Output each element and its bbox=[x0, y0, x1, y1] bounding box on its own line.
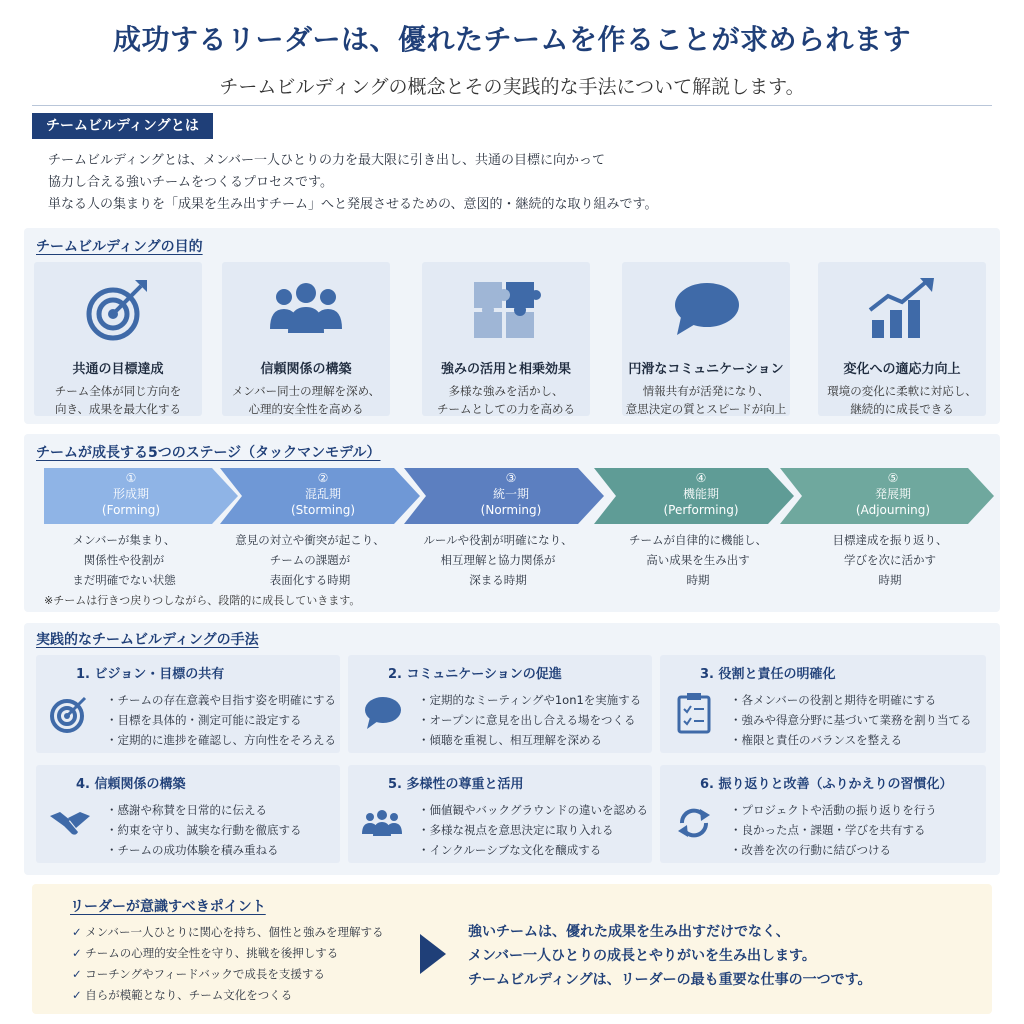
leader-title: リーダーが意識すべきポイント bbox=[70, 899, 266, 915]
purpose-card bbox=[422, 262, 590, 416]
stage-label: ① 形成期 (Forming) bbox=[101, 471, 161, 517]
growth-chart-icon bbox=[818, 274, 986, 344]
intro-line: チームビルディングとは、メンバー一人ひとりの力を最大限に引き出し、共通の目標に向かって bbox=[48, 153, 606, 168]
page-subtitle: チームビルディングの概念とその実践的な手法について解説します。 bbox=[219, 76, 805, 98]
leader-point: ✓ コーチングやフィードバックで成長を支援する bbox=[72, 964, 384, 985]
stage-desc: チームが自律的に機能し、 高い成果を生み出す 時期 bbox=[629, 533, 767, 587]
stages-panel bbox=[24, 434, 1000, 612]
stages-note: ※チームは行きつ戻りつしながら、段階的に成長していきます。 bbox=[44, 594, 361, 607]
stage-desc: ルールや役割が明確になり、 相互理解と協力関係が 深まる時期 bbox=[423, 533, 573, 587]
purpose-item-desc: 多様な強みを活かし、 チームとしての力を高める bbox=[437, 384, 575, 416]
page-title: 成功するリーダーは、優れたチームを作ることが求められます bbox=[112, 23, 911, 56]
refresh-icon bbox=[672, 801, 716, 845]
people-icon bbox=[222, 274, 390, 344]
purpose-item-title: 円滑なコミュニケーション bbox=[628, 362, 784, 377]
purpose-item-desc: メンバー同士の理解を深め、 心理的安全性を高める bbox=[231, 384, 381, 416]
checklist-icon bbox=[672, 691, 716, 735]
method-card bbox=[36, 765, 340, 863]
method-points: ・ 価値観やバックグラウンドの違いを認める ・ 多様な視点を意思決定に取り入れる ・ インクルーシブな文化を醸成する bbox=[418, 800, 648, 860]
method-title: 4. 信頼関係の構築 bbox=[76, 777, 186, 792]
purpose-card bbox=[622, 262, 790, 416]
header-divider bbox=[32, 105, 992, 106]
intro-text bbox=[48, 150, 948, 216]
stage-label: ② 混乱期 (Storming) bbox=[291, 471, 355, 517]
purpose-card bbox=[818, 262, 986, 416]
method-title: 6. 振り返りと改善（ふりかえりの習慣化） bbox=[700, 777, 953, 792]
method-points: ・ 各メンバーの役割と期待を明確にする ・ 強みや得意分野に基づいて業務を割り当てる ・ 権限と責任のバランスを整える bbox=[730, 690, 972, 750]
purpose-item-desc: 情報共有が活発になり、 意思決定の質とスピードが向上 bbox=[625, 384, 787, 416]
method-card bbox=[660, 655, 986, 753]
leader-point: ✓ 自らが模範となり、チーム文化をつくる bbox=[72, 985, 384, 1006]
purpose-item-title: 強みの活用と相乗効果 bbox=[440, 362, 571, 377]
target-icon bbox=[34, 274, 202, 344]
stage-label: ④ 機能期 (Performing) bbox=[663, 471, 739, 517]
intro-section-label: チームビルディングとは bbox=[32, 113, 213, 139]
method-title: 1. ビジョン・目標の共有 bbox=[76, 667, 225, 682]
intro-line: 協力し合える強いチームをつくるプロセスです。 bbox=[48, 175, 333, 190]
method-card bbox=[660, 765, 986, 863]
method-points: ・ 感謝や称賛を日常的に伝える ・ 約束を守り、誠実な行動を徹底する ・ チームの成功体験を積み重ねる bbox=[106, 800, 302, 860]
purpose-panel bbox=[24, 228, 1000, 424]
methods-panel bbox=[24, 623, 1000, 875]
stage-desc: 意見の対立や衝突が起こり、 チームの課題が 表面化する時期 bbox=[235, 533, 385, 587]
purpose-item-title: 信頼関係の構築 bbox=[260, 362, 352, 377]
purpose-item-title: 変化への適応力向上 bbox=[843, 362, 961, 377]
puzzle-icon bbox=[422, 274, 590, 344]
leader-panel bbox=[32, 884, 992, 1014]
methods-title: 実践的なチームビルディングの手法 bbox=[36, 632, 259, 648]
method-card bbox=[348, 765, 652, 863]
leader-point: ✓ メンバー一人ひとりに関心を持ち、個性と強みを理解する bbox=[72, 922, 384, 943]
purpose-item-title: 共通の目標達成 bbox=[72, 362, 164, 377]
stage-desc: 目標達成を振り返り、 学びを次に活かす 時期 bbox=[832, 533, 948, 587]
handshake-icon bbox=[48, 801, 92, 845]
stage-label: ③ 統一期 (Norming) bbox=[480, 471, 542, 517]
intro-line: 単なる人の集まりを「成果を生み出すチーム」へと発展させるための、意図的・継続的な取り組みです。 bbox=[48, 197, 658, 212]
stage-desc: メンバーが集まり、 関係性や役割が まだ明確でない状態 bbox=[72, 533, 176, 587]
method-card bbox=[36, 655, 340, 753]
target-icon bbox=[48, 691, 92, 735]
leader-point: ✓ チームの心理的安全性を守り、挑戦を後押しする bbox=[72, 943, 384, 964]
page-header bbox=[0, 18, 1024, 99]
play-arrow-icon bbox=[420, 934, 446, 974]
stages-title: チームが成長する5つのステージ（タックマンモデル） bbox=[36, 445, 381, 461]
purpose-item-desc: チーム全体が同じ方向を 向き、成果を最大化する bbox=[54, 384, 182, 416]
leader-message: 強いチームは、優れた成果を生み出すだけでなく、 メンバー一人ひとりの成長とやりがいを生み出します。 チームビルディングは、リーダーの最も重要な仕事の一つです。 bbox=[468, 924, 872, 988]
method-points: ・ チームの存在意義や目指す姿を明確にする ・ 目標を具体的・測定可能に設定する ・ 定期的に進捗を確認し、方向性をそろえる bbox=[106, 690, 336, 750]
method-title: 2. コミュニケーションの促進 bbox=[388, 667, 562, 682]
purpose-card bbox=[34, 262, 202, 416]
speech-bubble-icon bbox=[360, 691, 404, 735]
method-title: 5. 多様性の尊重と活用 bbox=[388, 777, 524, 792]
method-points: ・ 定期的なミーティングや1on1を実施する ・ オープンに意見を出し合える場をつくる ・ 傾聴を重視し、相互理解を深める bbox=[418, 690, 641, 750]
speech-bubble-icon bbox=[622, 274, 790, 344]
people-icon bbox=[360, 801, 404, 845]
purpose-card bbox=[222, 262, 390, 416]
method-points: ・ プロジェクトや活動の振り返りを行う ・ 良かった点・課題・学びを共有する ・ 改善を次の行動に結びつける bbox=[730, 800, 937, 860]
method-title: 3. 役割と責任の明確化 bbox=[700, 667, 836, 682]
purpose-title: チームビルディングの目的 bbox=[36, 239, 203, 255]
stage-label: ⑤ 発展期 (Adjourning) bbox=[855, 471, 931, 517]
method-card bbox=[348, 655, 652, 753]
leader-points bbox=[72, 922, 384, 1006]
purpose-item-desc: 環境の変化に柔軟に対応し、 継続的に成長できる bbox=[827, 384, 977, 416]
